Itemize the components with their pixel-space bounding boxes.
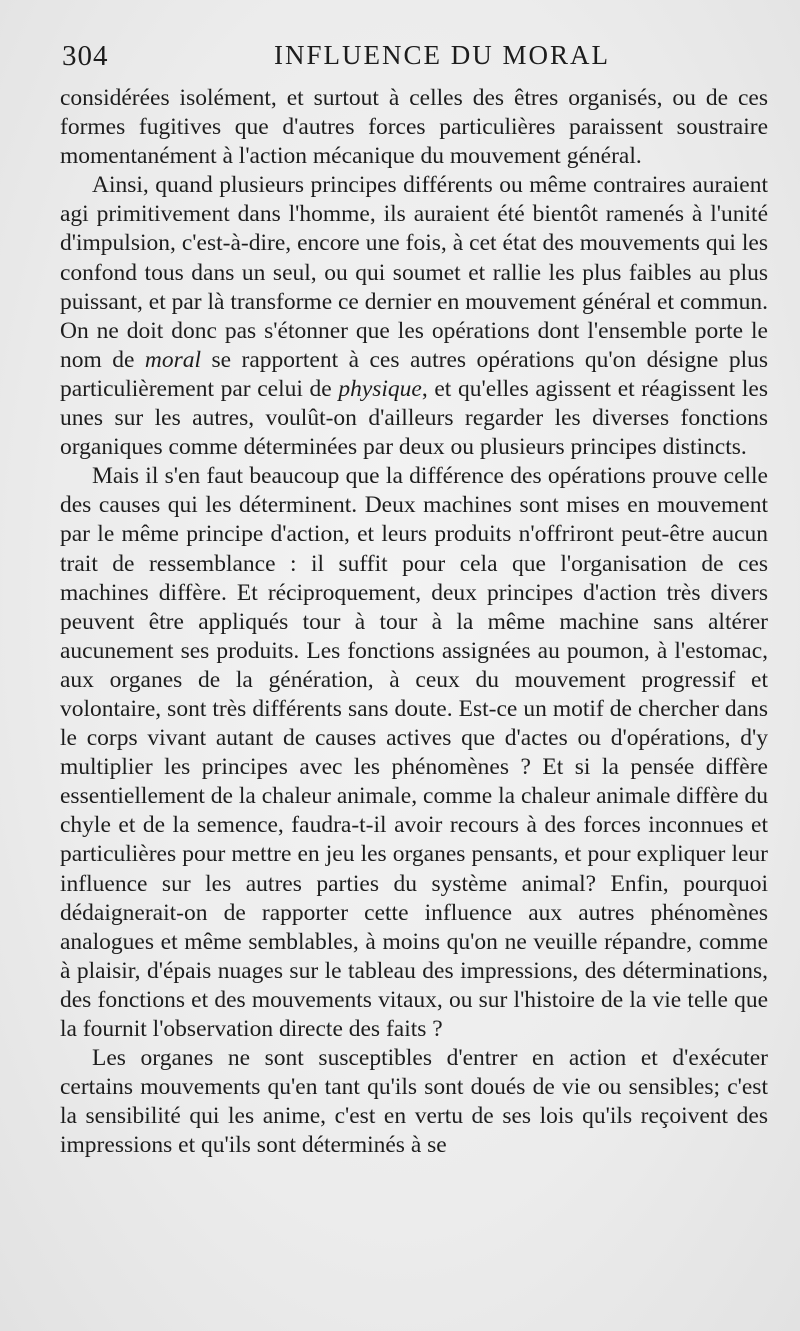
page-header <box>62 40 762 80</box>
paragraph <box>60 1044 768 1160</box>
page-number: 304 <box>62 40 109 72</box>
italic-term: physique <box>338 375 422 402</box>
text-segment: , et qu'elles agissent et réagissent les unes sur les autres, voulût-on d'ailleurs regarder les diverses fonctions organiques comme déterminées par deux ou plusieurs principes distincts. <box>60 375 768 461</box>
text-segment: se rapportent à ces autres opérations qu'on désigne plus particulièrement par celui de <box>60 346 768 402</box>
paragraph <box>60 171 768 462</box>
text-segment: Ainsi, quand plusieurs principes différents ou même contraires auraient agi primitivement dans l'homme, ils auraient été bientôt ramenés à l'unité d'impulsion, c'est-à-dire, encore une fois, à cet état des mouvements qui les confond tous dans un seul, ou qui soumet et rallie les plus faibles au plus puissant, et par là transforme ce dernier en mouvement général et commun. On ne doit donc pas s'étonner que les opérations dont l'ensemble porte le nom de <box>60 172 768 373</box>
body-text <box>60 84 768 1160</box>
running-title: INFLUENCE DU MORAL <box>274 40 610 70</box>
text-segment: considérées isolément, et surtout à celles des êtres organisés, ou de ces formes fugitives que d'autres forces particulières paraissent soustraire momentanément à l'action mécanique du mouvement général. <box>60 85 768 170</box>
paragraph <box>60 84 768 171</box>
italic-term: moral <box>144 346 202 373</box>
text-segment: Les organes ne sont susceptibles d'entrer en action et d'exécuter certains mouvements qu'en tant qu'ils sont doués de vie ou sensibles; c'est la sensibilité qui les anime, c'est en vertu de ses lois qu'ils reçoivent des impressions et qu'ils sont déterminés à se <box>60 1045 768 1159</box>
paragraph <box>60 462 768 1044</box>
text-segment: Mais il s'en faut beaucoup que la différence des opérations prouve celle des causes qui les déterminent. Deux machines sont mises en mouvement par le même principe d'action, et leurs produits n'offriront peut-être aucun trait de ressemblance : il suffit pour cela que l'organisation de ces machines diffère. Et réciproquement, deux principes d'action très divers peuvent être appliqués tour à tour à la même machine sans altérer aucunement ses produits. Les fonctions assignées au poumon, à l'estomac, aux organes de la génération, à ceux du mouvement progressif et volontaire, sont très différents sans doute. Est-ce un motif de chercher dans le corps vivant autant de causes actives que d'actes ou d'opérations, d'y multiplier les principes avec les phénomènes ? Et si la pensée diffère essentiellement de la chaleur animale, comme la chaleur animale diffère du chyle et de la semence, faudra-t-il avoir recours à des forces inconnues et particulières pour mettre en jeu les organes pensants, et pour expliquer leur influence sur les autres parties du système animal? Enfin, pourquoi dédaignerait-on de rapporter cette influence aux autres phénomènes analogues et même semblables, à moins qu'on ne veuille répandre, comme à plaisir, d'épais nuages sur le tableau des impressions, des déterminations, des fonctions et des mouvements vitaux, ou sur l'histoire de la vie telle que la fournit l'observation directe des faits ? <box>60 463 768 1042</box>
